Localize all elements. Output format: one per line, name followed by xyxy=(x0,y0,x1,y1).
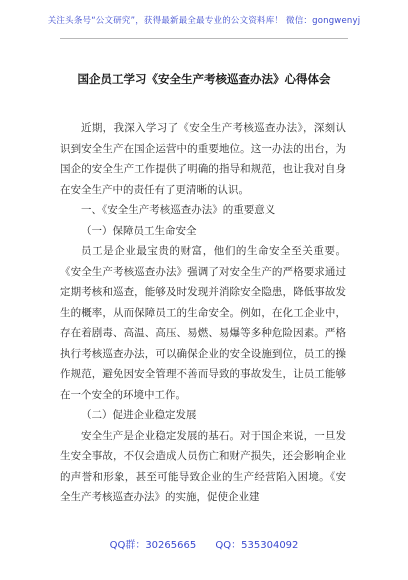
intro-paragraph: 近期，我深入学习了《安全生产考核巡查办法》，深刻认识到安全生产在国企运营中的重要地位。这一办法的出台，为国企的安全生产工作提供了明确的指导和规范，也让我对自身在安全生产中的责任有了更清晰的认识。 xyxy=(60,122,346,196)
footer-qq: QQ：535304092 xyxy=(215,540,299,551)
subsection-heading: （二）促进企业稳定发展 xyxy=(81,409,197,421)
footer-contact xyxy=(0,536,408,551)
subsection-heading: （一）保障员工生命安全 xyxy=(81,224,197,237)
section-heading: 一、《安全生产考核巡查办法》的重要意义 xyxy=(81,204,276,216)
document-title: 国企员工学习《安全生产考核巡查办法》心得体会 xyxy=(77,72,331,86)
header-banner: 关注头条号“公文研究”，获得最新最全最专业的公文资料库！ 微信：gongwenyj xyxy=(47,16,361,26)
paragraph: 员工是企业最宝贵的财富，他们的生命安全至关重要。《安全生产考核巡查办法》强调了对安全生产的严格要求通过定期考核和巡查，能够及时发现并消除安全隐患，降低事故发生的概率，从而保障员工的生命安全。例如，在化工企业中，存在着剧毒、高温、高压、易燃、易爆等多种危险因素。严格执行考核巡查办法，可以确保企业的安全设施到位，员工的操作规范，避免因安全管理不善而导致的事故发生，让员工能够在一个安全的环境中工作。 xyxy=(60,245,346,401)
header-divider xyxy=(60,38,348,39)
paragraph: 安全生产是企业稳定发展的基石。对于国企来说，一旦发生安全事故，不仅会造成人员伤亡和财产损失，还会影响企业的声誉和形象，甚至可能导致企业的生产经营陷入困境。《安全生产考核巡查办法》的实施，促使企业建 xyxy=(60,429,346,503)
document-body xyxy=(60,118,346,508)
footer-qq-group: QQ群：30265665 xyxy=(109,540,197,551)
